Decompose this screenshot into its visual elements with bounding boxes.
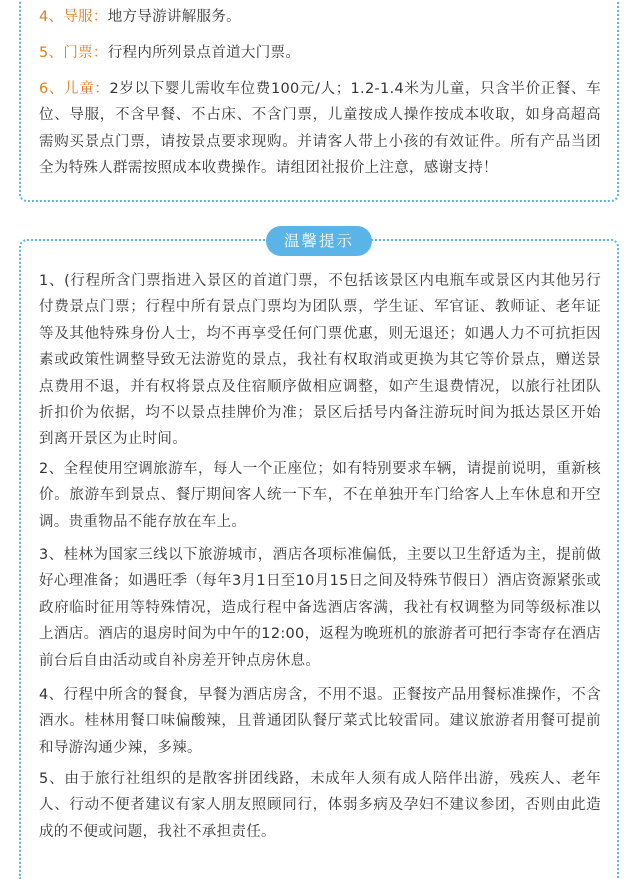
tip-item-5: 5、由于旅行社组织的是散客拼团线路，未成年人须有成人陪伴出游，残疾人、老年人、行动不便者建议有家人朋友照顾同行，体弱多病及孕妇不建议参团，否则由此造成的不便或问题，我社不承担责任。 <box>39 771 601 840</box>
tip-item-3: 3、桂林为国家三线以下旅游城市，酒店各项标准偏低，主要以卫生舒适为主，提前做好心理准备；如遇旺季（每年3月1日至10月15日之间及特殊节假日）酒店资源紧张或政府临时征用等特殊情况，造成行程中备选酒店客满，我社有权调整为同等级标准以上酒店。酒店的退房时间为中午的12:00，返程为晚班机的旅游者可把行李寄存在酒店前台后自由活动或自补房差开钟点房休息。 <box>39 547 601 669</box>
item-tickets-label: 5、门票： <box>39 45 108 61</box>
item-guide <box>39 4 601 30</box>
item-guide-label: 4、导服： <box>39 9 108 25</box>
item-children <box>39 76 601 182</box>
item-children-label: 6、儿童： <box>39 81 110 97</box>
item-tickets-text: 行程内所列景点首道大门票。 <box>107 45 301 61</box>
item-tickets <box>39 40 601 66</box>
tip-item-1: 1、(行程所含门票指进入景区的首道门票，不包括该景区内电瓶车或景区内其他另行付费景点门票；行程中所有景点门票均为团队票，学生证、军官证、教师证、老年证等及其他特殊身份人士，均不再享受任何门票优惠，则无退还；如遇人力不可抗拒因素或政策性调整导致无法游览的景点，我社有权取消或更换为其它等价景点，赠送景点费用不退，并有权将景点及住宿顺序做相应调整，如产生退费情况，以旅行社团队折扣价为依据，均不以景点挂牌价为准；景区后括号内备注游玩时间为抵达景区开始到离开景区为止时间。 <box>39 273 601 448</box>
item-guide-text: 地方导游讲解服务。 <box>107 9 241 25</box>
tips-title-badge: 温馨提示 <box>266 226 372 256</box>
tip-item-4: 4、行程中所含的餐食，早餐为酒店房含，不用不退。正餐按产品用餐标准操作，不含酒水。桂林用餐口味偏酸辣，且普通团队餐厅菜式比较雷同。建议旅游者用餐可提前和导游沟通少辣，多辣。 <box>39 687 601 756</box>
item-children-text: 2岁以下婴儿需收车位费100元/人；1.2-1.4米为儿童，只含半价正餐、车位、导服，不含早餐、不占床、不含门票，儿童按成人操作按成本收取，如身高超高需购买景点门票，请按景点要求现购。并请客人带上小孩的有效证件。所有产品当团全为特殊人群需按照成本收费操作。请组团社报价上注意，感谢支持！ <box>39 81 601 177</box>
tip-item-2: 2、全程使用空调旅游车，每人一个正座位；如有特别要求车辆，请提前说明，重新核价。旅游车到景点、餐厅期间客人统一下车，不在单独开车门给客人上车休息和开空调。贵重物品不能存放在车上。 <box>39 461 601 530</box>
